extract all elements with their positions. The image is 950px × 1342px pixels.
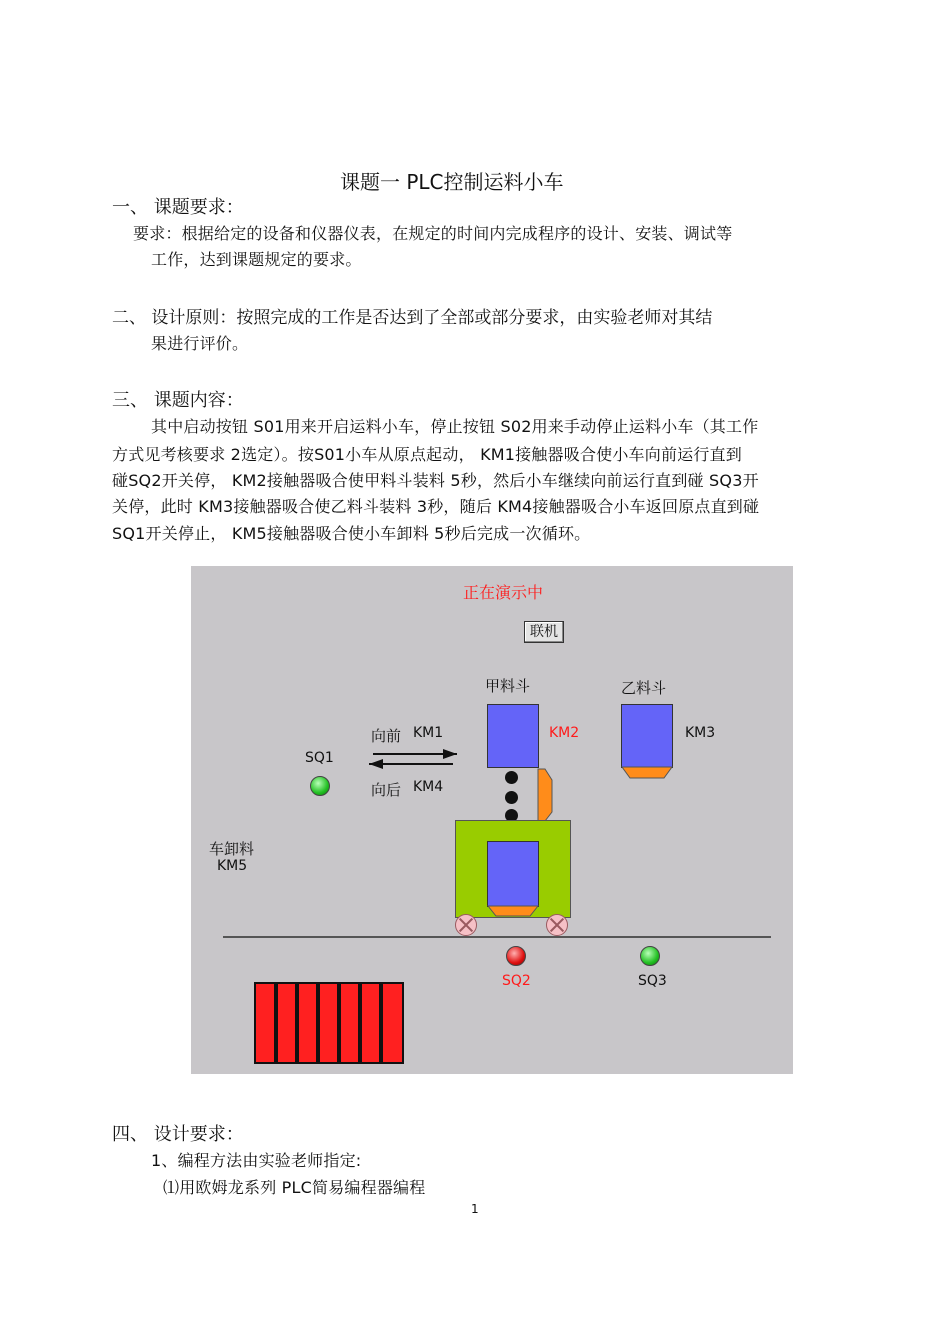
km5-label: KM5 [217,858,248,874]
forward-label: 向前 [371,727,402,745]
section-4-heading: 四、 设计要求： [112,1124,244,1145]
track [223,936,771,938]
section-1-heading: 一、 课题要求： [112,197,244,218]
section-3-line: SQ1开关停止， KM5接触器吸合使小车卸料 5秒后完成一次循环。 [112,524,591,543]
hopper-a-chute [537,768,553,822]
km1-label: KM1 [413,725,444,741]
section-3-heading: 三、 课题内容： [112,390,244,411]
section-3-line: 关停，此时 KM3接触器吸合使乙料斗装料 3秒，随后 KM4接触器吸合小车返回原点直到碰 [112,497,760,516]
simulation-figure [191,566,793,1074]
section-2-line-1: 二、 设计原则：按照完成的工作是否达到了全部或部分要求，由实验老师对其结 [112,308,713,328]
unload-rack [254,982,404,1064]
rack-divider [379,984,383,1062]
backward-label: 向后 [371,781,402,799]
demo-status: 正在演示中 [463,583,544,602]
unload-label: 车卸料 [209,840,255,858]
section-4-item-1-sub: ⑴用欧姆龙系列 PLC简易编程器编程 [163,1178,426,1197]
section-2-line-2: 果进行评价。 [151,334,249,353]
rack-divider [295,984,299,1062]
km4-label: KM4 [413,779,444,795]
sq3-lamp [640,946,660,966]
section-1-line-1: 要求：根据给定的设备和仪器仪表，在规定的时间内完成程序的设计、安装、调试等 [133,224,733,243]
hopper-b-chute [621,766,673,780]
hopper-a [487,704,539,768]
section-3-line: 其中启动按钮 S01用来开启运料小车，停止按钮 S02用来手动停止运料小车（其工作 [151,417,759,436]
hopper-a-label: 甲料斗 [485,677,531,695]
hopper-b [621,704,673,768]
cart-bin-chute [487,905,539,917]
section-3-line: 碰SQ2开关停， KM2接触器吸合使甲料斗装料 5秒，然后小车继续向前运行直到碰 SQ3开 [112,471,759,490]
section-4-item-1: 1、编程方法由实验老师指定: [151,1151,362,1170]
material-drop [505,791,518,804]
rack-divider [316,984,320,1062]
rack-divider [358,984,362,1062]
section-1-line-2: 工作，达到课题规定的要求。 [151,250,362,269]
material-drop [505,771,518,784]
document-title: 课题一 PLC控制运料小车 [340,170,564,194]
rack-divider [274,984,278,1062]
rack-divider [337,984,341,1062]
sq3-label: SQ3 [638,973,667,989]
sq1-lamp [310,776,330,796]
cart [455,820,571,918]
cart-wheel [455,914,477,936]
km3-label: KM3 [685,725,716,741]
sq1-label: SQ1 [305,750,334,766]
km2-label: KM2 [549,725,580,741]
direction-arrows-icon [365,748,461,770]
sq2-label: SQ2 [502,973,531,989]
cart-wheel [546,914,568,936]
sq2-lamp [506,946,526,966]
section-3-line: 方式见考核要求 2选定）。按S01小车从原点起动， KM1接触器吸合使小车向前运行直到 [112,445,742,464]
hopper-b-label: 乙料斗 [621,679,667,697]
cart-bin [487,841,539,907]
online-button[interactable]: 联机 [524,621,564,643]
page-number: 1 [471,1202,479,1216]
